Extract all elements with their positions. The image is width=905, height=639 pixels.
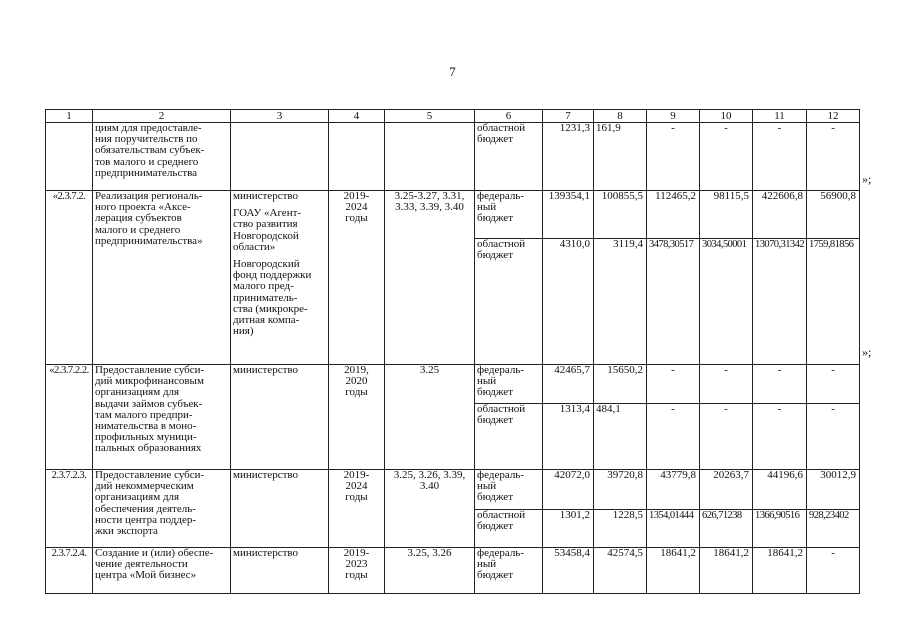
value-cell: 44196,6	[753, 470, 807, 510]
value-cell: 42072,0	[543, 470, 594, 510]
table-row	[46, 123, 860, 191]
value-cell: -	[807, 548, 860, 594]
value-cell: -	[647, 365, 700, 404]
value-cell: 30012,9	[807, 470, 860, 510]
table-row	[46, 470, 860, 510]
value-cell: 3478,30517	[647, 239, 700, 365]
value-cell: 161,9	[594, 123, 647, 191]
funding-source-cell: федераль- ный бюджет	[475, 548, 543, 594]
funding-source-cell: областной бюджет	[475, 404, 543, 470]
header-cell: 10	[700, 110, 753, 123]
executor-line: ГОАУ «Агент- ство развития Новгородской области»	[233, 207, 302, 253]
code-cell: 2.3.7.2.3.	[46, 470, 93, 548]
value-cell: 18641,2	[700, 548, 753, 594]
code-cell	[46, 123, 93, 191]
value-cell: 13070,31342	[753, 239, 807, 365]
value-cell: -	[700, 404, 753, 470]
value-cell: 1366,90516	[753, 510, 807, 548]
executor-line: министерство	[233, 190, 299, 202]
header-cell: 6	[475, 110, 543, 123]
value-cell: 20263,7	[700, 470, 753, 510]
header-cell: 9	[647, 110, 700, 123]
value-cell: 42574,5	[594, 548, 647, 594]
header-cell: 3	[231, 110, 329, 123]
header-cell: 7	[543, 110, 594, 123]
value-cell: 139354,1	[543, 191, 594, 239]
value-cell: 53458,4	[543, 548, 594, 594]
period-cell: 2019, 2020 годы	[329, 365, 385, 470]
funding-source-cell: федераль- ный бюджет	[475, 470, 543, 510]
funding-source-cell: федераль- ный бюджет	[475, 191, 543, 239]
description-cell: Создание и (или) обеспе- чение деятельности центра «Мой бизнес»	[93, 548, 231, 594]
description-cell: Предоставление субси- дий микрофинансовым организациям для выдачи займов субъек- там малого предпри- нимательства в моно- профильных муници- пальных образованиях	[93, 365, 231, 470]
code-cell: «2.3.7.2.	[46, 191, 93, 365]
funding-source-cell: федераль- ный бюджет	[475, 365, 543, 404]
value-cell: 1228,5	[594, 510, 647, 548]
indicators-cell: 3.25-3.27, 3.31, 3.33, 3.39, 3.40	[385, 191, 475, 365]
executor-line: Новгородский фонд поддержки малого пред- приниматель- ства (микрокре- дитная компа- ния)	[233, 258, 312, 338]
value-cell: 98115,5	[700, 191, 753, 239]
funding-source-cell: областной бюджет	[475, 239, 543, 365]
value-cell: 100855,5	[594, 191, 647, 239]
executor-cell	[231, 191, 329, 365]
indicators-cell: 3.25, 3.26	[385, 548, 475, 594]
value-cell: -	[753, 404, 807, 470]
executor-cell: министерство	[231, 548, 329, 594]
table-row	[46, 365, 860, 404]
value-cell: 1759,81856	[807, 239, 860, 365]
value-cell: 15650,2	[594, 365, 647, 404]
indicators-cell	[385, 123, 475, 191]
period-cell	[329, 123, 385, 191]
value-cell: 18641,2	[647, 548, 700, 594]
description-cell: Реализация региональ- ного проекта «Аксе- лерация субъектов малого и среднего предпринимательства»	[93, 191, 231, 365]
value-cell: 3119,4	[594, 239, 647, 365]
value-cell: -	[807, 404, 860, 470]
indicators-cell: 3.25	[385, 365, 475, 470]
funding-source-cell: областной бюджет	[475, 510, 543, 548]
value-cell: 4310,0	[543, 239, 594, 365]
value-cell: 18641,2	[753, 548, 807, 594]
period-cell: 2019- 2024 годы	[329, 470, 385, 548]
code-cell: «2.3.7.2.2.	[46, 365, 93, 470]
value-cell: -	[700, 365, 753, 404]
table-row	[46, 548, 860, 594]
value-cell: -	[647, 404, 700, 470]
value-cell: 626,71238	[700, 510, 753, 548]
value-cell: 1313,4	[543, 404, 594, 470]
value-cell: -	[753, 365, 807, 404]
value-cell: -	[807, 123, 860, 191]
value-cell: -	[753, 123, 807, 191]
executor-cell: министерство	[231, 470, 329, 548]
value-cell: -	[647, 123, 700, 191]
value-cell: 112465,2	[647, 191, 700, 239]
executor-cell: министерство	[231, 365, 329, 470]
header-row	[46, 110, 860, 123]
closing-quote-mark: »;	[862, 172, 872, 186]
value-cell: -	[700, 123, 753, 191]
description-cell: циям для предоставле- ния поручительств по обязательствам субъек- тов малого и среднего предпринимательства	[93, 123, 231, 191]
period-cell: 2019- 2024 годы	[329, 191, 385, 365]
header-cell: 5	[385, 110, 475, 123]
value-cell: 56900,8	[807, 191, 860, 239]
value-cell: 1354,01444	[647, 510, 700, 548]
indicators-cell: 3.25, 3.26, 3.39, 3.40	[385, 470, 475, 548]
description-cell: Предоставление субси- дий некоммерческим организациям для обеспечения деятель- ности центра поддер- жки экспорта	[93, 470, 231, 548]
value-cell: 1301,2	[543, 510, 594, 548]
header-cell: 1	[46, 110, 93, 123]
value-cell: -	[807, 365, 860, 404]
value-cell: 43779,8	[647, 470, 700, 510]
closing-quote-mark: »;	[862, 345, 872, 359]
header-cell: 11	[753, 110, 807, 123]
budget-table	[45, 109, 860, 594]
header-cell: 8	[594, 110, 647, 123]
value-cell: 39720,8	[594, 470, 647, 510]
page-number: 7	[449, 64, 456, 79]
value-cell: 422606,8	[753, 191, 807, 239]
value-cell: 42465,7	[543, 365, 594, 404]
header-cell: 2	[93, 110, 231, 123]
header-cell: 4	[329, 110, 385, 123]
code-cell: 2.3.7.2.4.	[46, 548, 93, 594]
funding-source-cell: областной бюджет	[475, 123, 543, 191]
table-row	[46, 191, 860, 239]
period-cell: 2019- 2023 годы	[329, 548, 385, 594]
value-cell: 3034,50001	[700, 239, 753, 365]
header-cell: 12	[807, 110, 860, 123]
value-cell: 484,1	[594, 404, 647, 470]
executor-cell	[231, 123, 329, 191]
value-cell: 928,23402	[807, 510, 860, 548]
value-cell: 1231,3	[543, 123, 594, 191]
